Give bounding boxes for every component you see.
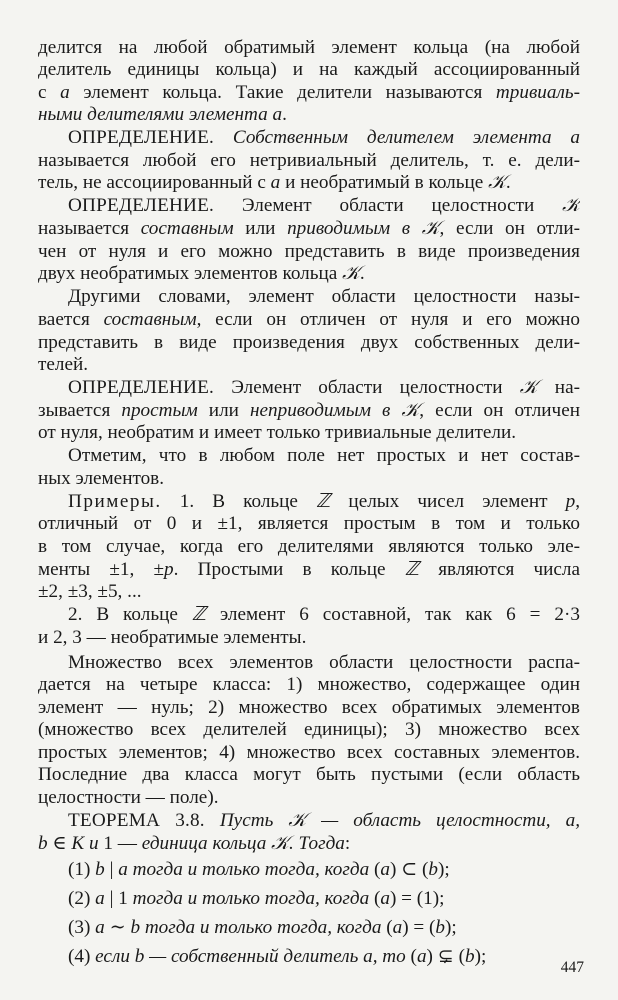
text-line: b ∈ K и 1 — единица кольца 𝒦. Тогда: [38, 833, 351, 854]
text-line: телей. [38, 354, 89, 375]
text-line: в том случае, когда его делителями являются только эле- [38, 536, 580, 557]
text-line: ОПРЕДЕЛЕНИЕ. Элемент области целостности 𝒦 на- [68, 377, 580, 398]
text-line: Отметим, что в любом поле нет простых и нет состав- [68, 445, 580, 466]
text-line: менты ±1, ±p. Простыми в кольце ℤ являются числа [38, 559, 580, 580]
text-line: тель, не ассоциированный с a и необратимый в кольце 𝒦. [38, 172, 511, 193]
text-line: называется любой его нетривиальный делитель, т. е. дели- [38, 150, 580, 171]
text-line: отличный от 0 и ±1, является простым в том и только [38, 513, 580, 534]
theorem-item: (4) если b — собственный делитель a, то (a) ⊊ (b); [68, 946, 487, 967]
text-line: (множество всех делителей единицы); 3) множество всех [38, 719, 580, 740]
text-line: ОПРЕДЕЛЕНИЕ. Элемент области целостности 𝒦 [68, 195, 580, 216]
text-line: Другими словами, элемент области целостности назы- [68, 286, 580, 307]
text-line: простых элементов; 4) множество всех составных элементов. [38, 742, 580, 763]
text-line: чен от нуля и его можно представить в виде произведения [38, 241, 580, 262]
text-line: вается составным, если он отличен от нуля и его можно [38, 309, 580, 330]
text-line: с a элемент кольца. Такие делители называются тривиаль- [38, 82, 580, 103]
text-line: целостности — поле). [38, 787, 219, 808]
text-line: ТЕОРЕМА 3.8. Пусть 𝒦 — область целостности, a, [68, 810, 580, 831]
text-line: дается на четыре класса: 1) множество, содержащее один [38, 674, 580, 695]
theorem-item: (1) b | a тогда и только тогда, когда (a) ⊂ (b); [68, 859, 450, 880]
text-line: представить в виде произведения двух собственных дели- [38, 332, 580, 353]
theorem-item: (2) a | 1 тогда и только тогда, когда (a) = (1); [68, 888, 445, 909]
theorem-item: (3) a ∼ b тогда и только тогда, когда (a) = (b); [68, 917, 457, 938]
text-line: двух необратимых элементов кольца 𝒦. [38, 263, 365, 284]
text-line: Множество всех элементов области целостности распа- [68, 652, 580, 673]
page-number: 447 [560, 959, 584, 976]
text-line: называется составным или приводимым в 𝒦, если он отли- [38, 218, 580, 239]
text-line: и 2, 3 — необратимые элементы. [38, 627, 307, 648]
text-line: ОПРЕДЕЛЕНИЕ. Собственным делителем элемента a [68, 127, 580, 148]
text-line: делитель единицы кольца) и на каждый ассоциированный [38, 59, 580, 80]
text-line: от нуля, необратим и имеет только тривиальные делители. [38, 422, 517, 443]
text-line: 2. В кольце ℤ элемент 6 составной, так как 6 = 2·3 [68, 604, 580, 625]
text-line: ±2, ±3, ±5, ... [38, 581, 142, 602]
text-line: делится на любой обратимый элемент кольца (на любой [38, 37, 580, 58]
text-line: элемент — нуль; 2) множество всех обратимых элементов [38, 697, 580, 718]
text-line: ными делителями элемента a. [38, 104, 287, 125]
text-line: ных элементов. [38, 468, 165, 489]
text-line: Последние два класса могут быть пустыми (если область [38, 764, 580, 785]
text-line: зывается простым или неприводимым в 𝒦, если он отличен [38, 400, 580, 421]
text-line: Примеры. 1. В кольце ℤ целых чисел элемент p, [68, 491, 580, 512]
